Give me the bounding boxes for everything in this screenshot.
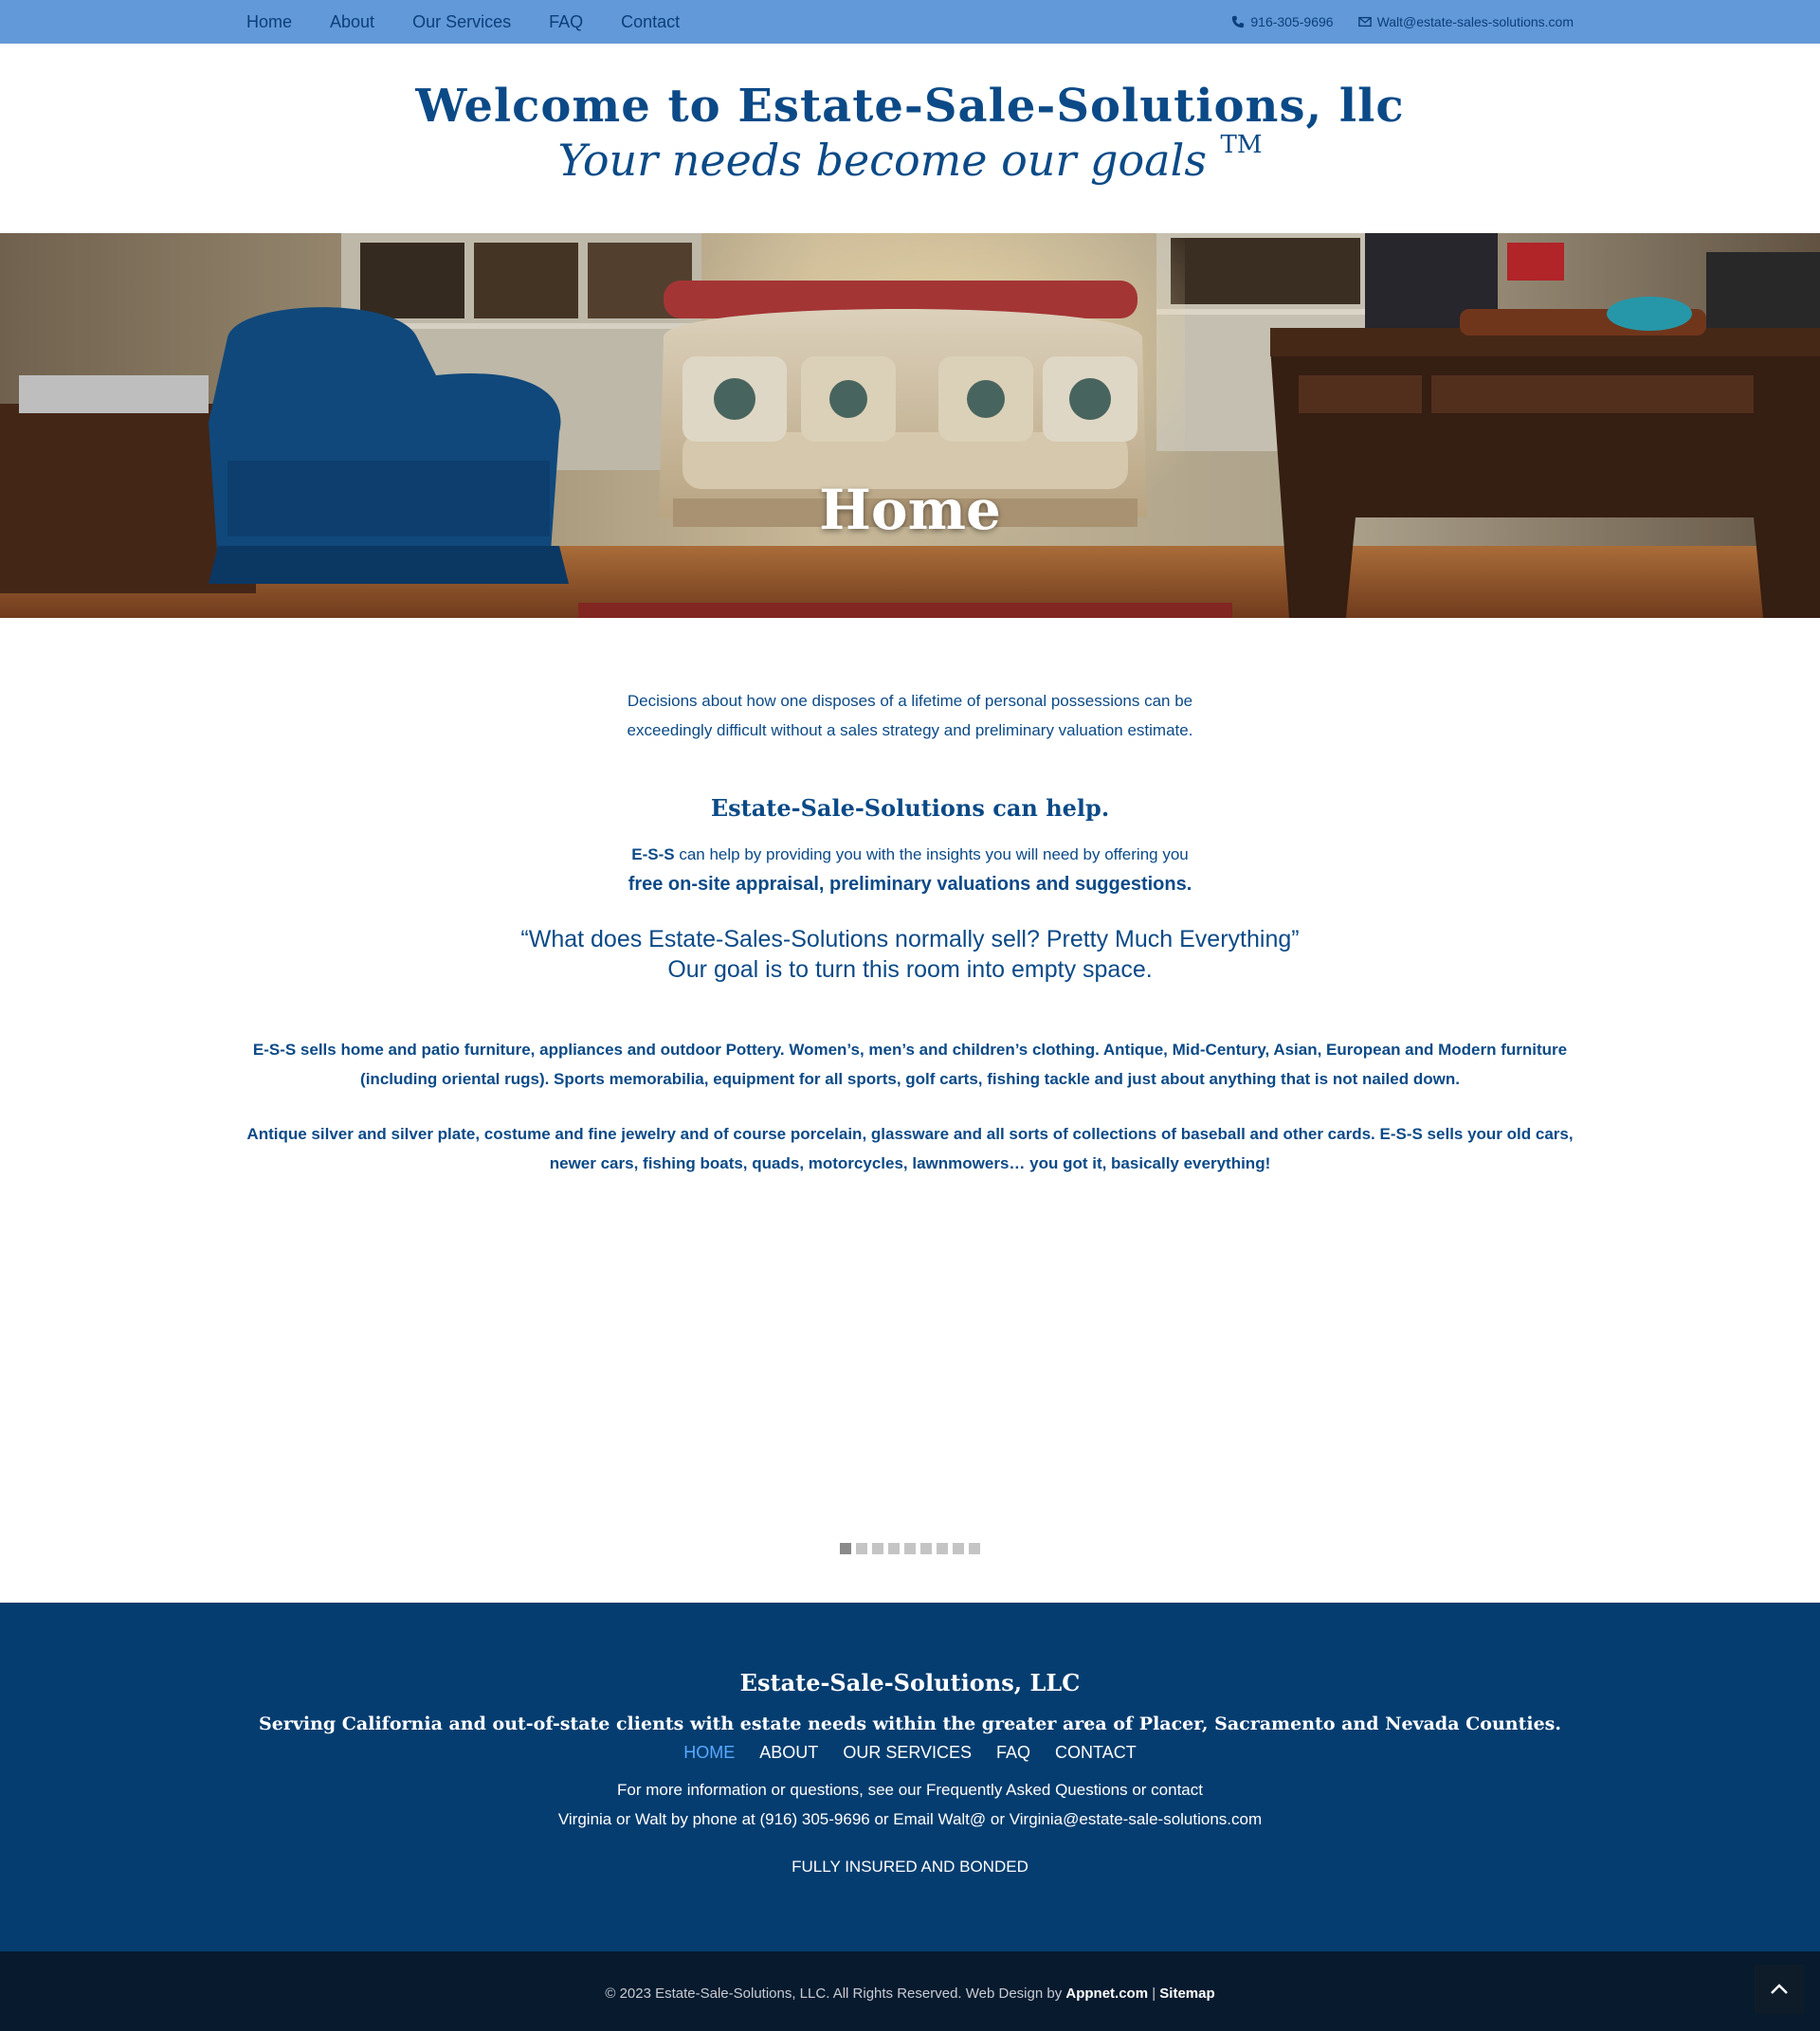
footer-nav-faq[interactable]: FAQ (996, 1743, 1031, 1762)
copyright-bar (0, 1951, 1820, 2031)
phone-number: 916-305-9696 (1250, 14, 1334, 29)
quote-line-1: “What does Estate-Sales-Solutions normally sell? Pretty Much Everything” (520, 926, 1300, 952)
copyright-text (0, 1986, 1820, 2002)
intro-paragraph: Decisions about how one disposes of a lifetime of personal possessions can be exceedingly difficult without a sales strategy and preliminary valuation estimate. (627, 692, 1193, 739)
nav-contact[interactable]: Contact (621, 11, 681, 31)
footer-nav-home[interactable]: HOME (683, 1743, 736, 1762)
back-to-top-button[interactable] (1755, 1965, 1804, 2014)
help-line (0, 845, 1820, 864)
email-address: Walt@estate-sales-solutions.com (1376, 14, 1574, 29)
footer-nav-our-services[interactable]: OUR SERVICES (843, 1743, 973, 1762)
envelope-icon (1358, 15, 1372, 28)
slider-dot[interactable] (840, 1543, 851, 1554)
items-paragraph-1: E-S-S sells home and patio furniture, appliances and outdoor Pottery. Women’s, men’s and children’s clothing. Antique, Mid-Century, Asian, European and Modern furniture (including oriental rugs). Sports memorabilia, equipment for all sports, golf carts, fishing tackle and just about anything that is not nailed down. (252, 1041, 1568, 1088)
slider-dot[interactable] (904, 1543, 916, 1554)
footer-serving: Serving California and out-of-state clients with estate needs within the greater area of Placer, Sacramento and Nevada Counties. (259, 1714, 1561, 1734)
trademark: TM (1220, 131, 1263, 159)
quote-block (0, 924, 1820, 985)
copyright-notice: © 2023 Estate-Sale-Solutions, LLC. All Rights Reserved. Web Design by (605, 1986, 1066, 2002)
site-title: Welcome to Estate-Sale-Solutions, llc (415, 80, 1405, 133)
help-heading: Estate-Sale-Solutions can help. (710, 794, 1110, 822)
top-nav (246, 0, 718, 44)
slider-dot[interactable] (872, 1543, 883, 1554)
site-header (0, 44, 1820, 233)
slider-pagination (840, 1543, 985, 1554)
tagline-text: Your needs become our goals (557, 135, 1207, 186)
email-link[interactable] (1358, 14, 1574, 29)
footer-info-line-2: Virginia or Walt by phone at (916) 305-9696 or Email Walt@ or Virginia@estate-sale-solutions.com (557, 1810, 1263, 1828)
nav-home[interactable]: Home (246, 11, 293, 31)
top-bar (0, 0, 1820, 44)
site-footer (0, 1603, 1820, 1951)
designer-link[interactable]: Appnet.com (1065, 1986, 1149, 2002)
sitemap-link[interactable]: Sitemap (1159, 1986, 1215, 2002)
slider-dot[interactable] (937, 1543, 948, 1554)
quote-line-2: Our goal is to turn this room into empty space. (667, 956, 1153, 983)
help-offer: free on-site appraisal, preliminary valuations and suggestions. (628, 874, 1192, 895)
footer-nav-about[interactable]: ABOUT (759, 1743, 819, 1762)
hero-banner (0, 233, 1820, 618)
insured-notice: FULLY INSURED AND BONDED (792, 1858, 1028, 1876)
phone-link[interactable] (1231, 14, 1333, 29)
separator: | (1148, 1986, 1160, 2002)
living-room-image (0, 233, 1820, 618)
phone-icon (1231, 15, 1245, 28)
help-line-text: can help by providing you with the insights you will need by offering you (674, 845, 1189, 863)
hero-title: Home (819, 478, 1001, 542)
footer-info-line-1: For more information or questions, see our Frequently Asked Questions or contact (617, 1781, 1203, 1799)
footer-title: Estate-Sale-Solutions, LLC (739, 1669, 1081, 1696)
slider-dot[interactable] (888, 1543, 900, 1554)
slider-dot[interactable] (969, 1543, 980, 1554)
slider-dot[interactable] (953, 1543, 964, 1554)
tagline (0, 131, 1820, 186)
nav-our-services[interactable]: Our Services (412, 11, 512, 31)
chevron-up-icon (1770, 1983, 1789, 1996)
contact-strip (1207, 0, 1574, 44)
slider-dot[interactable] (920, 1543, 932, 1554)
nav-faq[interactable]: FAQ (549, 11, 584, 31)
footer-nav (0, 1743, 1820, 1763)
ess-abbr: E-S-S (631, 845, 675, 863)
footer-info (0, 1775, 1820, 1834)
slider-dot[interactable] (856, 1543, 867, 1554)
footer-nav-contact[interactable]: CONTACT (1055, 1743, 1137, 1762)
nav-about[interactable]: About (330, 11, 375, 31)
items-paragraph-2: Antique silver and silver plate, costume and fine jewelry and of course porcelain, glassware and all sorts of collections of baseball and other cards. E-S-S sells your old cars, newer cars, fishing boats, quads, motorcycles, lawnmowers… you got it, basically everything! (246, 1125, 1574, 1172)
